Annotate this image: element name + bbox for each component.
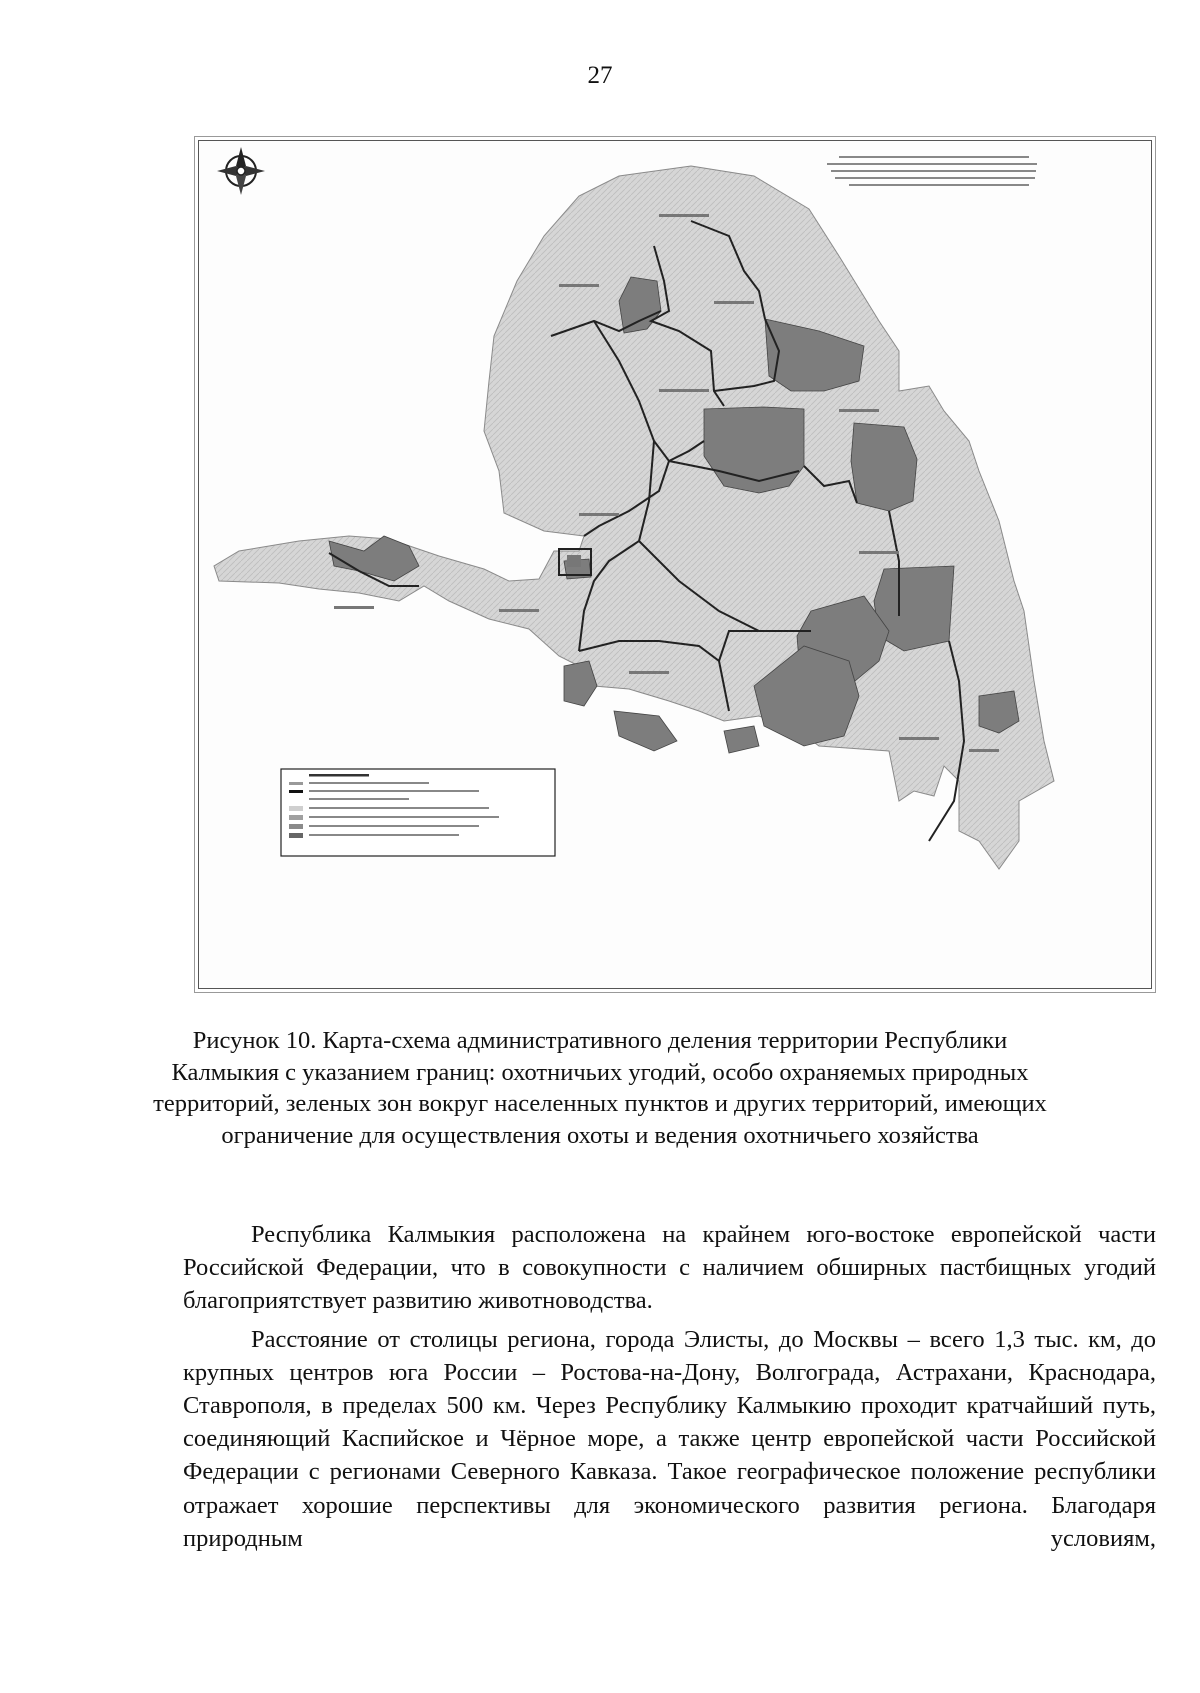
compass-rose-icon	[217, 147, 265, 195]
figure-caption: Рисунок 10. Карта-схема административного деления территории Республики Калмыкия с указанием границ: охотничьих угодий, особо охраняемых природных территорий, зеленых зон вокруг населенных пунктов и других территорий, имеющих ограничение для осуществления охоты и ведения охотничьего хозяйства	[153, 1027, 1047, 1149]
republic-territory	[214, 166, 1054, 869]
page-number: 27	[587, 62, 613, 89]
body-text	[183, 1218, 1156, 1560]
paragraph: Расстояние от столицы региона, города Элисты, до Москвы – всего 1,3 тыс. км, до крупных центров юга России – Ростова-на-Дону, Волгограда, Астрахани, Краснодара, Ставрополя, в пределах 500 км. Через Республику Калмыкию проходит кратчайший путь, соединяющий Каспийское и Чёрное море, а также центр европейской части Российской Федерации с регионами Северного Кавказа. Такое географическое положение республики отражает хорошие перспективы для экономического развития региона. Благодаря природным условиям,	[183, 1325, 1156, 1552]
paragraph: Республика Калмыкия расположена на крайнем юго-востоке европейской части Российской Федерации, что в совокупности с наличием обширных пастбищных угодий благоприятствует развитию животноводства.	[183, 1221, 1156, 1315]
map-legend	[281, 769, 555, 856]
administrative-map	[199, 141, 1150, 987]
map-figure	[198, 140, 1152, 989]
map-title-block	[827, 156, 1037, 186]
